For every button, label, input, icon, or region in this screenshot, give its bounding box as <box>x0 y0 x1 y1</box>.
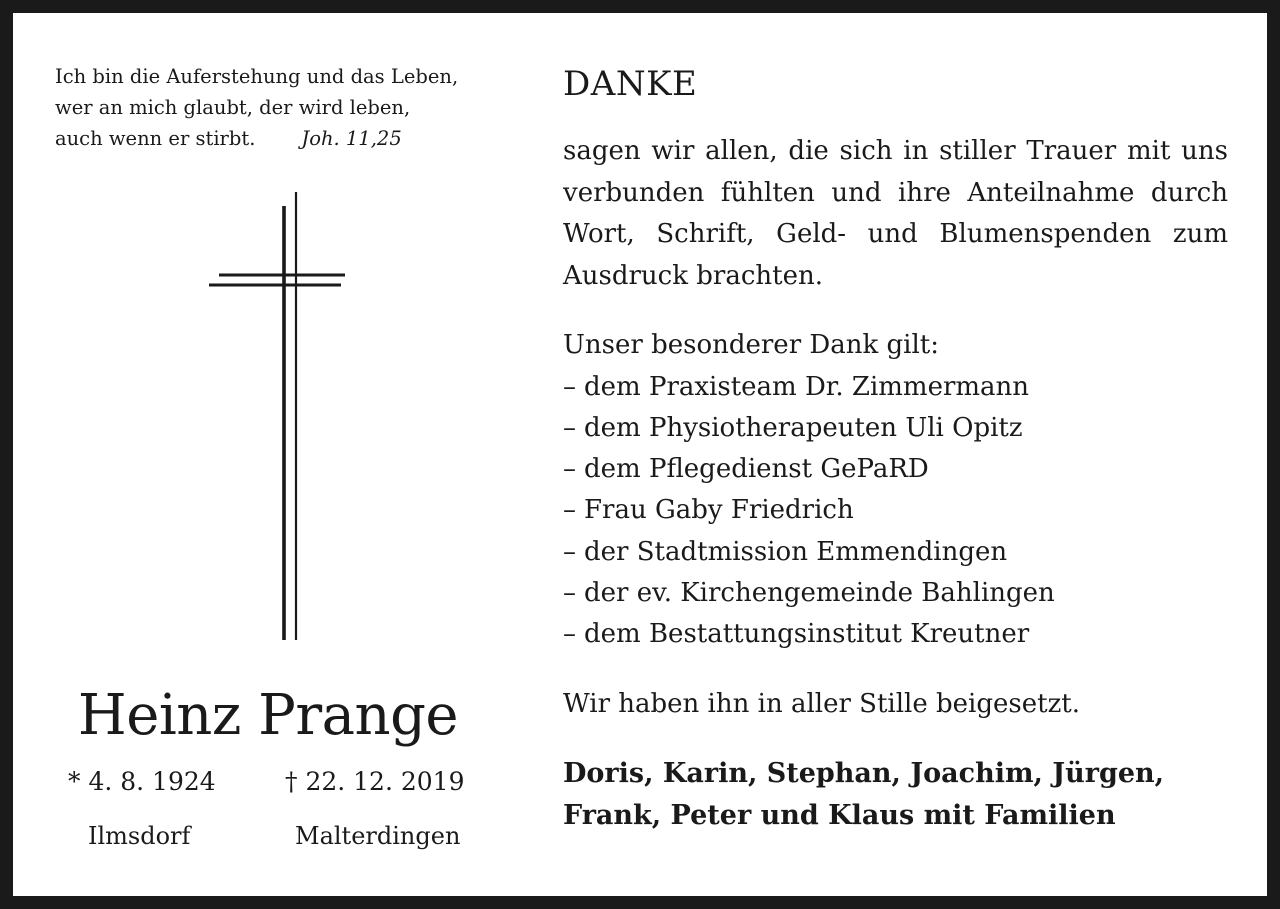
list-item-text: dem Physiotherapeuten Uli Opitz <box>584 412 1023 443</box>
signature-line: Doris, Karin, Stephan, Joachim, Jürgen, <box>563 758 1165 790</box>
death-place: Malterdingen <box>295 822 461 850</box>
dash: – <box>563 495 576 526</box>
verse-reference: Joh. 11,25 <box>301 127 402 150</box>
list-item <box>563 408 1228 449</box>
thanks-heading: DANKE <box>563 64 698 104</box>
cross-icon <box>195 180 345 640</box>
verse-line: auch wenn er stirbt. <box>55 127 256 150</box>
list-item-text: der Stadtmission Emmendingen <box>584 536 1008 567</box>
list-item-text: dem Praxisteam Dr. Zimmermann <box>584 371 1030 402</box>
dash: – <box>563 454 576 485</box>
verse-line: wer an mich glaubt, der wird leben, <box>55 96 411 119</box>
list-item-text: dem Pflegedienst GePaRD <box>584 454 929 485</box>
burial-note: Wir haben ihn in aller Stille beigesetzt. <box>563 688 1080 719</box>
dash: – <box>563 536 576 567</box>
birth-date: * 4. 8. 1924 <box>68 767 216 796</box>
thanks-section <box>563 61 1228 837</box>
special-thanks-title: Unser besonderer Dank gilt: <box>563 330 939 360</box>
list-item <box>563 490 1228 531</box>
list-item <box>563 614 1228 655</box>
list-item-text: Frau Gaby Friedrich <box>584 495 854 526</box>
list-item-text: der ev. Kirchengemeinde Bahlingen <box>584 577 1055 608</box>
deceased-name: Heinz Prange <box>77 683 459 748</box>
signature-line: Frank, Peter und Klaus mit Familien <box>563 800 1116 832</box>
list-item <box>563 367 1228 408</box>
bible-verse <box>55 61 475 154</box>
dash: – <box>563 619 576 650</box>
birth-info <box>68 765 216 853</box>
family-signature <box>563 753 1228 837</box>
list-item-text: dem Bestattungsinstitut Kreutner <box>584 619 1030 650</box>
birth-place: Ilmsdorf <box>88 822 191 850</box>
death-date: † 22. 12. 2019 <box>285 767 465 796</box>
list-item <box>563 532 1228 573</box>
special-thanks-list <box>563 367 1228 656</box>
list-item <box>563 449 1228 490</box>
thanks-paragraph: sagen wir allen, die sich in stiller Trauer mit uns verbunden fühlten und ihre Anteilnahme durch Wort, Schrift, Geld- und Blumenspenden zum Ausdruck brachten. <box>563 136 1228 291</box>
death-info <box>285 765 464 853</box>
dash: – <box>563 577 576 608</box>
verse-line: Ich bin die Auferstehung und das Leben, <box>55 65 459 88</box>
list-item <box>563 573 1228 614</box>
dash: – <box>563 412 576 443</box>
dash: – <box>563 371 576 402</box>
